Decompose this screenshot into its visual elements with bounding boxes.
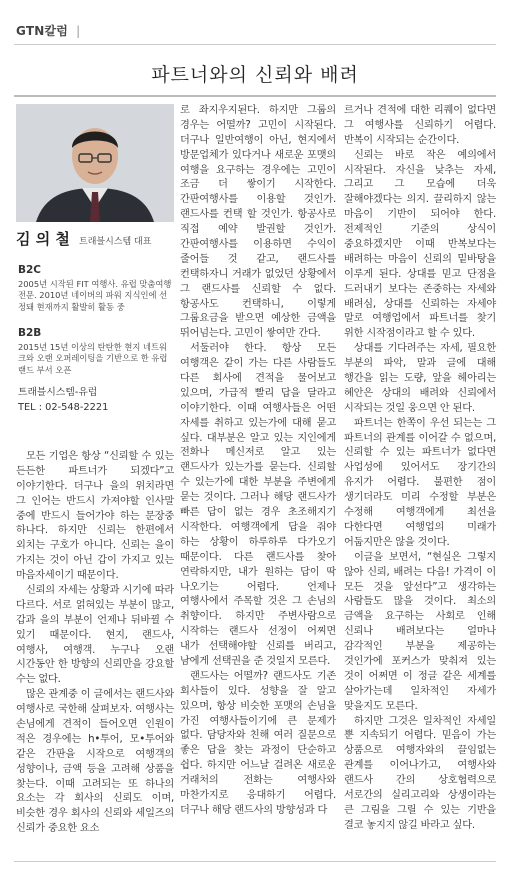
author-b2b <box>18 326 174 376</box>
paragraph: 신뢰는 바로 작은 예의에서 시작된다. 자신을 낮추는 자세, 그리고 그 모습에 더욱 잘해야겠다는 의지. 끌리하지 않는 마음이 기반이 되어야 한다. 전제적인 기준의 상식이 중요하겠지만 이때 반복보다는 배려하는 마음이 신뢰의 밑바탕을 이루게 된다. 상대를 믿고 단점을 드러내기 보다는 존중하는 자세와 배려심, 상대를 신뢰하는 자세야 말로 여행업에서 파트너를 찾기 위한 시작점이라고 할 수 있다. <box>344 149 496 340</box>
author-byline <box>16 228 176 249</box>
author-org: 트래블시스템 대표 <box>79 237 152 247</box>
section-header <box>16 22 80 39</box>
author-b2c <box>18 263 174 313</box>
paragraph: 많은 관계중 이 글에서는 랜드사와 여행사로 국한해 살펴보자. 여행사는 손님에게 견적이 들어오면 인원이 적은 경우에는 h•투어, 모•투어와 같은 간판을 시작으로 여행객의 성향이나, 금액 등을 고려해 상품을 찾는다. 이때 고려되는 또 하나의 요소는 각 회사의 신뢰도 이며, 비슷한 경우 회사의 신뢰와 세일즈의 신뢰가 중요한 요소 <box>16 689 174 835</box>
paragraph: 로 좌지우지된다. 하지만 그룹의 경우는 어떨까? 고민이 시작된다. 더구나 일반여행이 아닌, 현지에서 방문업체가 있다거나 새로운 포맷의 여행을 요구하는 경우에는 고민이 조금 더 쌓이기 시작한다. 간판여행사를 이용할 것인가. 랜드사를 컨택 할 것인가. 항공사로 직접 예약 발권할 것인가. 간판여행사를 이용하면 수익이 줄어들 것 같고, 랜드사를 컨택하자니 거래가 없었던 상황에서 그 랜드사를 신뢰할 수 없다. 항공사도 컨택하니, 이렇게 그룹요금을 받으면 예상한 금액을 뛰어넘는다. 고민이 쌓여만 간다. <box>180 105 336 340</box>
article-title: 파트너와의 신뢰와 배려 <box>151 64 359 86</box>
header-divider: | <box>76 24 81 38</box>
paragraph: 서둘러야 한다. 항상 모든 여행객은 같이 가는 다른 사람들도 다른 회사에 견적을 물어보고 있으며, 가급적 빨리 답을 달라고 이야기한다. 이때 여행사들은 어떤 자세를 취하고 있는가에 대해 묻고 싶다. 대부분은 알고 있는 지인에게 전화나 메신저로 알고 있는 랜드사가 있는가를 묻는다. 신뢰할 수 있는가에 대한 부분을 주변에게 묻는 것이다. 그러나 해당 랜드사가 빠른 답이 없는 경우 초조해지기 시작한다. 여행객에게 답을 줘야 하는 상황이 하루하루 다가오기 때문이다. 다른 랜드사를 찾아 연락하지만, 내가 원하는 답이 딱 나오기는 어렵다. 언제나 여행사에서 주목할 것은 그 손님의 취향이다. 하지만 주변사람으로 시작하는 랜드사 선정이 어찌면 내가 선택해야할 신뢰를 버리고, 남에게 선택권을 준 것일지 모른다. <box>180 343 336 667</box>
b2c-text: 2005년 시작된 FIT 여행사. 유럽 맞춤여행 전문. 2010년 네이버의 파워 지식인에 선정돼 현재까지 활발히 활동 중 <box>18 279 172 312</box>
paragraph: 이글을 보면서, “현실은 그렇지 않아 신뢰, 배려는 다음! 가격이 이 모든 것을 앞선다”고 생각하는 사람들도 많을 것이다. 최소의 금액을 요구하는 사회로 인해 신뢰나 배려보다는 얼마나 감각적인 부분을 제공하는 것인가에 포커스가 맞춰져 있는 것이 어쩌면 이 정글 같은 세계를 살아가는데 일차적인 자세가 맞을지도 모른다. <box>344 551 496 712</box>
b2b-text: 2015년 15년 이상의 탄탄한 현지 네트워크와 오랜 오퍼레이팅을 기반으로 한 유럽 랜드 부서 오픈 <box>18 342 168 375</box>
b2b-heading: B2B <box>18 327 42 339</box>
paragraph: 르거나 견적에 대한 리퀘이 없다면 그 여행사를 신뢰하기 어렵다. 반복이 시작되는 순간이다. <box>344 105 496 146</box>
article-column-2 <box>180 104 336 819</box>
contact-tel: TEL : 02-548-2221 <box>18 401 109 413</box>
author-name: 김 의 철 <box>16 230 70 248</box>
paragraph: 상대를 기다려주는 자세, 필요한 부분의 파악, 말과 글에 대해 행간을 읽는 도량, 앞을 헤아리는 혜안은 상대의 배려와 신뢰에서 시작되는 것일 웅으면 안 된다. <box>344 343 496 414</box>
footer-rule <box>14 861 496 862</box>
paragraph: 파트너는 한쪽이 우선 되는는 그 파트너의 관계를 이어갈 수 없으며, 신뢰할 수 있는 파트너가 없다면 사업성에 있어서도 장기간의 유지가 어렵다. 불편한 점이 생기더라도 미리 수정할 부분은 수정해 여행객에게 최선을 다한다면 여행업의 미래가 어둡지만은 않을 것이다. <box>344 417 496 548</box>
company-name: 트래블시스템-유럽 <box>18 387 98 398</box>
section-label: 칼럼 <box>44 24 69 38</box>
paragraph: 랜드사는 어떨까? 랜드사도 기존 회사들이 있다. 성향을 잘 알고 있으며, 항상 비슷한 포맷의 손님을 가진 여행사들이기에 큰 문제가 없다. 담당자와 친해 여러 질문으로 좋은 답을 찾는 과정이 단순하고 쉽다. 하지만 어느날 걸려온 새로운 거래처의 전화는 여행사와 마찬가지로 응대하기 어렵다. 더구나 해당 랜드사의 방향성과 다 <box>180 670 336 816</box>
brand-label: GTN <box>16 24 45 38</box>
author-photo <box>16 104 174 222</box>
article-column-3 <box>344 104 496 834</box>
paragraph: 모든 기업은 항상 “신뢰할 수 있는 든든한 파트너가 되겠다”고 이야기한다. 더구나 을의 위치라면 그 인어는 반드시 가져야할 인사말 중에 반드시 들어가야 하는 문장중 하나다. 하지만 신뢰는 한편에서 외치는 구호가 아니다. 신뢰는 을이 가지는 것이 아닌 갑이 가지고 있는 마음자세이기 때문이다. <box>16 451 174 582</box>
paragraph: 하지만 그것은 일차적인 자세일 뿐 지속되기 어렵다. 믿음이 가는 상품으로 여행자와의 끌임없는 관계를 이어나가고, 여행사와 랜드사 간의 상호협력으로 서로간의 실리고리와 상생이라는 큰 그림을 그릴 수 있는 기반을 결코 놓지지 않길 바라고 싶다. <box>344 715 496 831</box>
title-rule <box>14 95 496 97</box>
article-column-1 <box>16 450 174 837</box>
header-rule <box>14 44 496 45</box>
b2c-heading: B2C <box>18 264 42 276</box>
paragraph: 신뢰의 자세는 상황과 시기에 따라 다르다. 서로 얽혀있는 부분이 많고, 갑과 을의 부분이 언제나 뒤바뀔 수 있기 때문이다. 현지, 랜드사, 여행사, 여행객. 누구나 오랜 시간동안 한 방향의 신뢰만을 강요할 수는 없다. <box>16 585 174 686</box>
author-contact <box>18 386 108 415</box>
